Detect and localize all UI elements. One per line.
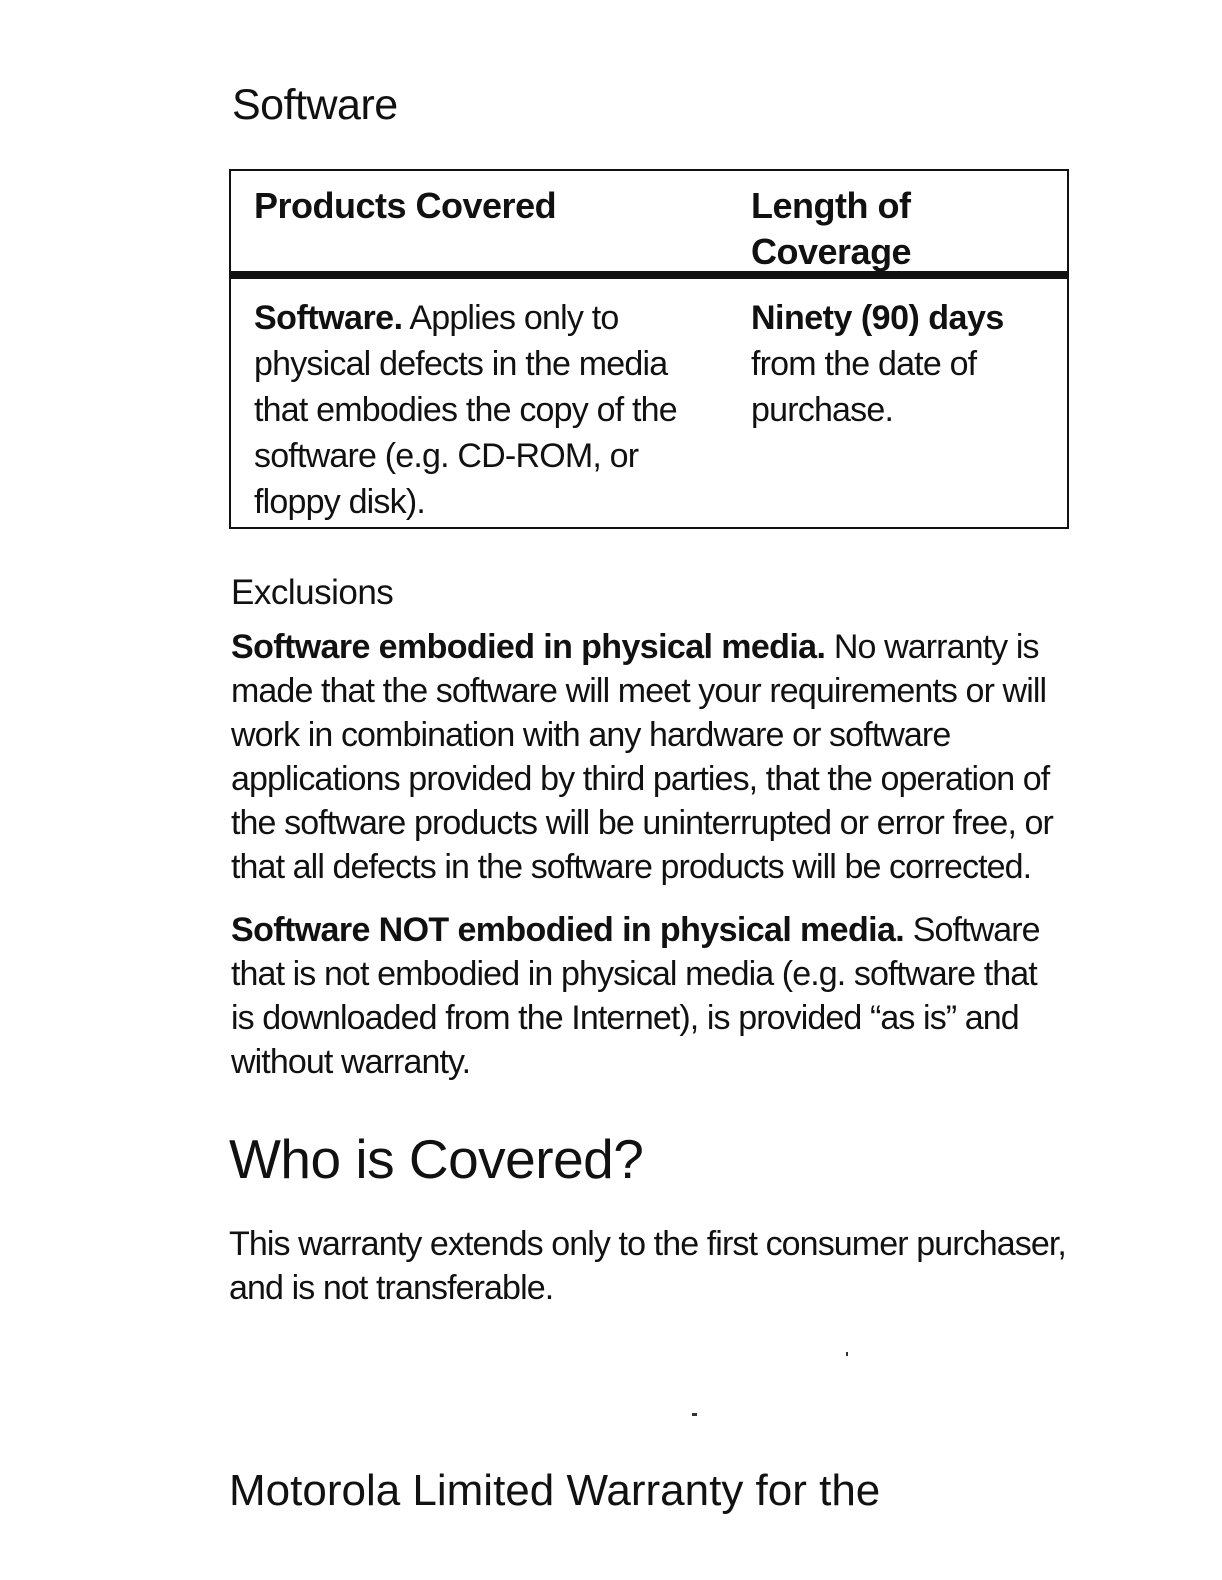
header-products-covered: Products Covered: [254, 185, 557, 226]
header-length-of-coverage: Length of Coverage: [751, 185, 912, 272]
cell-products: [254, 295, 724, 525]
exclusion-physical-media: [231, 625, 1061, 889]
section-title-software: Software: [232, 81, 398, 129]
cell-length: [751, 295, 1041, 433]
table-header-row: [231, 171, 1067, 279]
who-is-covered-text: This warranty extends only to the first consumer purchaser, and is not transferable.: [229, 1225, 1066, 1307]
product-name: Software.: [254, 299, 403, 337]
length-duration: Ninety (90) days: [751, 299, 1004, 337]
exclusion-text: Software that is not embodied in physical media (e.g. software that is downloaded from the Internet), is provided “as is” and without warranty.: [231, 911, 1040, 1081]
exclusion-heading: Software NOT embodied in physical media.: [231, 911, 905, 949]
exclusions-title: Exclusions: [231, 573, 394, 612]
length-description: from the date of purchase.: [751, 345, 977, 429]
scan-speck: [692, 1413, 697, 1416]
product-description: Applies only to physical defects in the media that embodies the copy of the software (e.g. CD-ROM, or floppy disk).: [254, 299, 677, 521]
coverage-table: [229, 169, 1069, 529]
exclusion-heading: Software embodied in physical media.: [231, 628, 826, 666]
scan-speck: [846, 1352, 848, 1356]
footer-title: Motorola Limited Warranty for the: [229, 1466, 881, 1515]
who-is-covered-title: Who is Covered?: [229, 1128, 644, 1190]
exclusion-non-physical-media: [231, 908, 1061, 1084]
exclusion-text: No warranty is made that the software will meet your requirements or will work in combination with any hardware or software applications provided by third parties, that the operation of the software products will be uninterrupted or error free, or that all defects in the software products will be corrected.: [231, 628, 1053, 886]
